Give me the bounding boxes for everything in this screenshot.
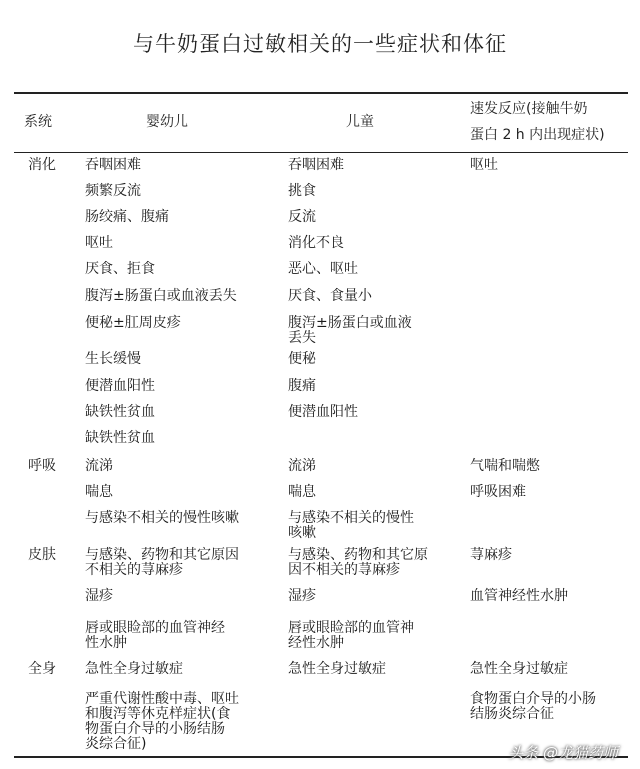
cell-child: 与感染不相关的慢性 咳嗽 bbox=[288, 510, 414, 541]
cell-immediate: 荨麻疹 bbox=[470, 547, 512, 563]
cell-infant: 厌食、拒食 bbox=[85, 261, 155, 277]
cell-child: 挑食 bbox=[288, 183, 316, 199]
cell-child: 喘息 bbox=[288, 484, 316, 500]
cell-immediate: 血管神经性水肿 bbox=[470, 588, 568, 604]
cell-immediate: 呕吐 bbox=[470, 157, 498, 173]
cell-infant: 与感染、药物和其它原因 不相关的荨麻疹 bbox=[85, 547, 239, 578]
cell-infant: 呕吐 bbox=[85, 235, 113, 251]
watermark: 头条 @龙猫药师 bbox=[508, 744, 618, 762]
cell-child: 湿疹 bbox=[288, 588, 316, 604]
cell-infant: 吞咽困难 bbox=[85, 157, 141, 173]
cell-child: 厌食、食量小 bbox=[288, 288, 372, 304]
cell-child: 唇或眼睑部的血管神 经性水肿 bbox=[288, 620, 414, 651]
table-title: 与牛奶蛋白过敏相关的一些症状和体征 bbox=[133, 32, 507, 56]
header-child: 儿童 bbox=[346, 114, 374, 130]
cell-immediate: 呼吸困难 bbox=[470, 484, 526, 500]
cell-infant: 便潜血阳性 bbox=[85, 378, 155, 394]
cell-child: 流涕 bbox=[288, 458, 316, 474]
cell-infant: 便秘±肛周皮疹 bbox=[85, 315, 181, 331]
cell-child: 急性全身过敏症 bbox=[288, 661, 386, 677]
cell-immediate: 急性全身过敏症 bbox=[470, 661, 568, 677]
cell-infant: 与感染不相关的慢性咳嗽 bbox=[85, 510, 239, 526]
cell-system: 全身 bbox=[28, 661, 56, 677]
cell-child: 与感染、药物和其它原 因不相关的荨麻疹 bbox=[288, 547, 428, 578]
cell-child: 便秘 bbox=[288, 351, 316, 367]
cell-immediate: 食物蛋白介导的小肠 结肠炎综合征 bbox=[470, 691, 596, 722]
cell-infant: 腹泻±肠蛋白或血液丢失 bbox=[85, 288, 237, 304]
cell-child: 便潜血阳性 bbox=[288, 404, 358, 420]
header-immediate: 速发反应(接触牛奶 蛋白 2 h 内出现症状) bbox=[470, 101, 605, 143]
cell-infant: 频繁反流 bbox=[85, 183, 141, 199]
cell-child: 消化不良 bbox=[288, 235, 344, 251]
cell-infant: 严重代谢性酸中毒、呕吐 和腹泻等休克样症状(食 物蛋白介导的小肠结肠 炎综合征) bbox=[85, 691, 239, 752]
cell-infant: 唇或眼睑部的血管神经 性水肿 bbox=[85, 620, 225, 651]
cell-immediate: 气喘和喘憋 bbox=[470, 458, 540, 474]
cell-system: 呼吸 bbox=[28, 458, 56, 474]
cell-infant: 缺铁性贫血 bbox=[85, 430, 155, 446]
cell-child: 腹痛 bbox=[288, 378, 316, 394]
cell-child: 反流 bbox=[288, 209, 316, 225]
cell-child: 恶心、呕吐 bbox=[288, 261, 358, 277]
header-infant: 婴幼儿 bbox=[146, 114, 188, 130]
cell-infant: 急性全身过敏症 bbox=[85, 661, 183, 677]
cell-child: 吞咽困难 bbox=[288, 157, 344, 173]
cell-infant: 生长缓慢 bbox=[85, 351, 141, 367]
cell-system: 皮肤 bbox=[28, 547, 56, 563]
cell-child: 腹泻±肠蛋白或血液 丢失 bbox=[288, 315, 412, 346]
cell-system: 消化 bbox=[28, 157, 56, 173]
cell-infant: 缺铁性贫血 bbox=[85, 404, 155, 420]
cell-infant: 湿疹 bbox=[85, 588, 113, 604]
cell-infant: 喘息 bbox=[85, 484, 113, 500]
header-system: 系统 bbox=[24, 114, 52, 130]
cell-infant: 流涕 bbox=[85, 458, 113, 474]
cell-infant: 肠绞痛、腹痛 bbox=[85, 209, 169, 225]
